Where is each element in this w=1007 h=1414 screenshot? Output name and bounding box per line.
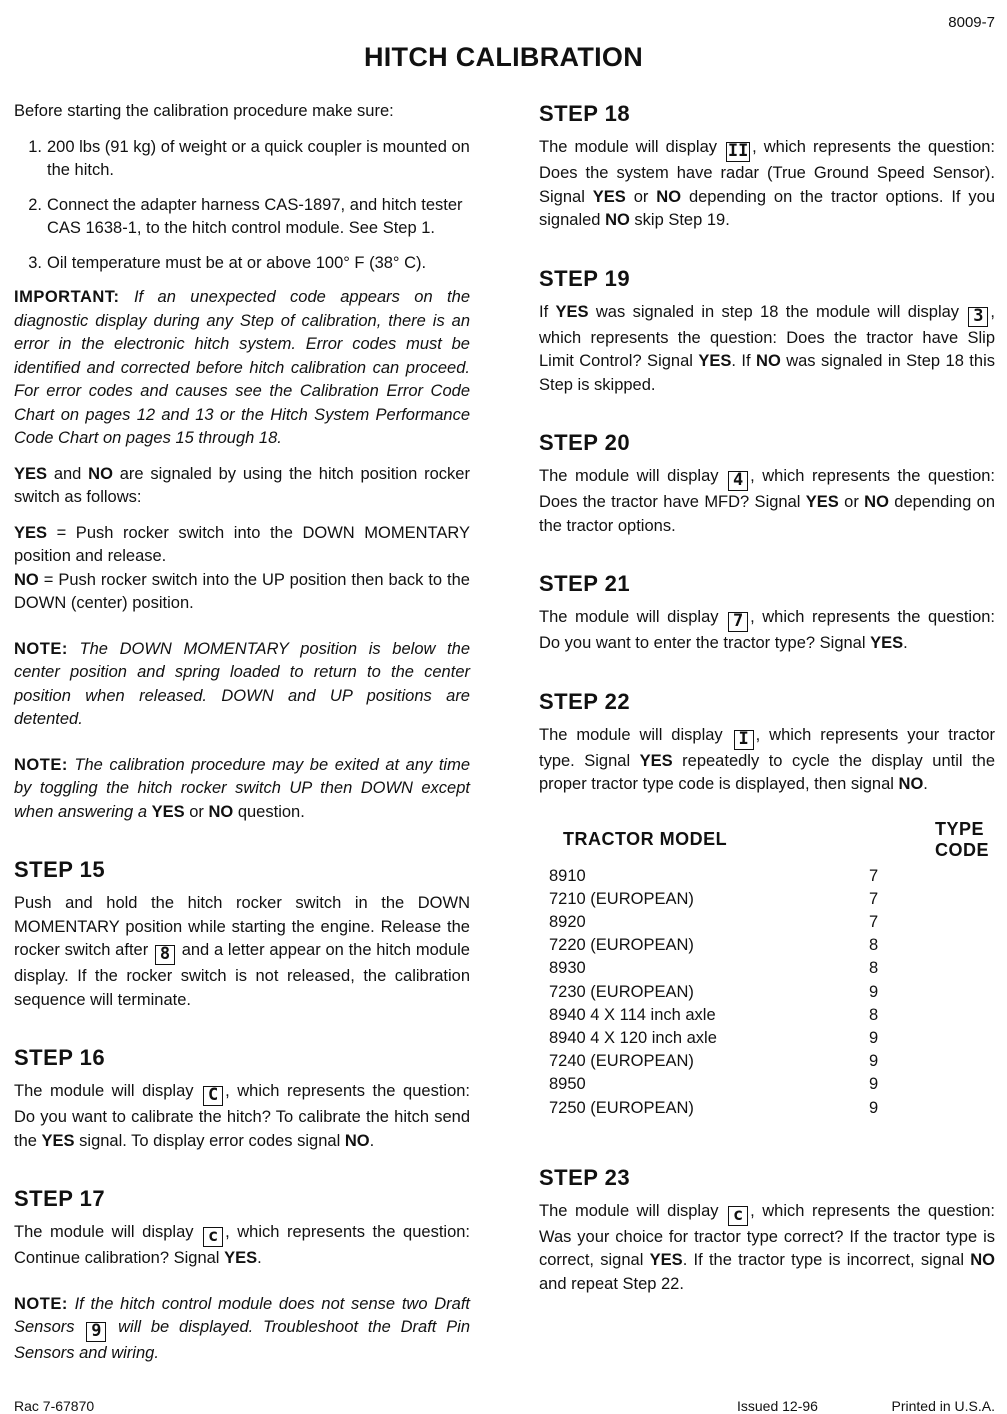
- column-header-type-code: TYPE CODE: [935, 818, 990, 860]
- step-16-heading: STEP 16: [14, 1045, 106, 1070]
- left-column: [14, 100, 470, 1366]
- table-row: [549, 934, 989, 957]
- step-16-text: The module will display C , which represents the question: Do you want to calibrate the hitch? To calibrate the hitch send the YES signal. To display error codes signal NO.: [14, 1082, 471, 1150]
- step-17-text: The module will display c , which represents the question: Continue calibration? Signal YES.: [14, 1223, 471, 1267]
- tractor-model-cell: 8930: [549, 959, 586, 978]
- type-code-cell: 9: [869, 982, 879, 1001]
- tractor-model-cell: 7230 (EUROPEAN): [549, 982, 694, 1001]
- type-code-cell: 9: [869, 1028, 879, 1047]
- footer-issue-date: Issued 12-96: [737, 1398, 818, 1414]
- table-row: [549, 1027, 989, 1050]
- step-21-heading: STEP 21: [539, 571, 631, 596]
- step-15-heading: STEP 15: [14, 857, 106, 882]
- important-note: IMPORTANT: If an unexpected code appears on the diagnostic display during any Step of calibration, there is an error in the electronic hitch system. Error codes must be identified and corrected before hitch calibration can proceed. For error codes and causes see the Calibration Error Code Chart on pages 12 and 13 or the Hitch System Performance Code Chart on pages 15 through 18.: [14, 288, 470, 447]
- list-item: 2. Connect the adapter harness CAS-1897, and hitch tester CAS 1638-1, to the hitch control module. See Step 1.: [28, 195, 463, 237]
- tractor-model-cell: 8910: [549, 866, 586, 885]
- type-code-cell: 8: [869, 936, 879, 955]
- table-row: [549, 981, 989, 1004]
- prerequisite-list: [14, 136, 470, 276]
- note-draft-sensors: NOTE: If the hitch control module does not sense two Draft Sensors 9 will be displayed. Troubleshoot the Draft Pin Sensors and wiring.: [14, 1294, 471, 1362]
- page-title: HITCH CALIBRATION: [363, 42, 644, 72]
- type-code-cell: 7: [869, 866, 879, 885]
- type-code-cell: 9: [869, 1098, 879, 1117]
- step-18-heading: STEP 18: [539, 101, 631, 126]
- step-19-heading: STEP 19: [539, 265, 631, 291]
- footer-printed: Printed in U.S.A.: [891, 1398, 995, 1414]
- type-code-cell: 7: [869, 912, 879, 931]
- step-22-heading: STEP 22: [539, 688, 631, 714]
- display-code-icon: 4: [728, 471, 748, 491]
- no-definition: NO = Push rocker switch into the UP position then back to the DOWN (center) position.: [14, 570, 470, 612]
- yes-no-intro: YES and NO are signaled by using the hitch position rocker switch as follows:: [14, 464, 470, 506]
- step-20-text: The module will display 4 , which represents the question: Does the tractor have MFD? Signal YES or NO depending on the tractor options.: [539, 467, 996, 535]
- display-code-icon: c: [728, 1206, 748, 1226]
- display-code-icon: II: [727, 141, 749, 161]
- type-code-cell: 8: [869, 1005, 879, 1024]
- display-code-icon: 9: [86, 1322, 106, 1342]
- display-code-icon: I: [734, 730, 754, 750]
- intro-text: Before starting the calibration procedure make sure:: [14, 102, 394, 120]
- table-row: [549, 1073, 989, 1096]
- table-row: [549, 1097, 989, 1120]
- tractor-model-cell: 7210 (EUROPEAN): [549, 889, 694, 908]
- table-row: [549, 888, 989, 911]
- footer-reference: Rac 7-67870: [14, 1398, 95, 1414]
- table-row: [549, 1004, 989, 1027]
- yes-definition: YES = Push rocker switch into the DOWN MOMENTARY position and release.: [14, 523, 470, 565]
- table-row: [549, 957, 989, 980]
- note-exit-procedure: NOTE: The calibration procedure may be exited at any time by toggling the hitch rocker switch UP then DOWN except when answering a YES or NO question.: [14, 755, 470, 821]
- tractor-model-cell: 7240 (EUROPEAN): [549, 1052, 694, 1071]
- tractor-model-cell: 8950: [549, 1075, 586, 1094]
- tractor-model-cell: 8940 4 X 120 inch axle: [549, 1028, 717, 1047]
- note-down-momentary: NOTE: The DOWN MOMENTARY position is below the center position and spring loaded to return to the center position when released. DOWN and UP positions are detented.: [14, 639, 470, 728]
- list-item: 3. Oil temperature must be at or above 100° F (38° C).: [28, 253, 427, 272]
- table-row: [549, 1050, 989, 1073]
- tractor-model-cell: 7250 (EUROPEAN): [549, 1098, 694, 1117]
- table-row: [549, 865, 989, 888]
- type-code-cell: 9: [869, 1075, 879, 1094]
- step-20-heading: STEP 20: [539, 430, 631, 455]
- list-item: 1. 200 lbs (91 kg) of weight or a quick coupler is mounted on the hitch.: [28, 137, 470, 179]
- display-code-icon: 3: [968, 307, 988, 327]
- tractor-model-cell: 7220 (EUROPEAN): [549, 936, 694, 955]
- step-23-heading: STEP 23: [539, 1164, 631, 1190]
- display-code-icon: C: [203, 1086, 223, 1106]
- document-number: 8009-7: [948, 14, 995, 31]
- display-code-icon: c: [203, 1227, 223, 1247]
- step-23-text: The module will display c , which represents the question: Was your choice for tractor type correct? If the tractor type is correct, signal YES. If the tractor type is incorrect, signal NO and repeat Step 22.: [539, 1201, 996, 1293]
- table-row: [549, 911, 989, 934]
- tractor-model-cell: 8920: [549, 912, 586, 931]
- table-header-row: [549, 819, 989, 865]
- tractor-model-cell: 8940 4 X 114 inch axle: [549, 1005, 716, 1024]
- display-code-icon: 8: [155, 945, 175, 965]
- step-18-text: The module will display II , which represents the question: Does the system have radar (True Ground Speed Sensor). Signal YES or NO depending on the tractor options. If you signaled NO skip Step 19.: [539, 138, 996, 229]
- step-22-text: The module will display I , which represents your tractor type. Signal YES repeatedly to cycle the display until the proper tractor type code is displayed, then signal NO.: [539, 725, 995, 793]
- type-code-cell: 7: [869, 889, 879, 908]
- type-code-cell: 9: [869, 1052, 879, 1071]
- right-column: [539, 100, 995, 1296]
- step-17-heading: STEP 17: [14, 1186, 106, 1211]
- step-15-text: Push and hold the hitch rocker switch in the DOWN MOMENTARY position while starting the engine. Release the rocker switch after 8 and a letter appear on the hitch module display. If the rocker switch is not released, the calibration sequence will terminate.: [14, 894, 470, 1009]
- column-header-tractor-model: TRACTOR MODEL: [563, 829, 728, 849]
- step-19-text: If YES was signaled in step 18 the module will display 3 , which represents the question: Does the tractor have Slip Limit Control? Signal YES. If NO was signaled in Step 18 this Step is skipped.: [539, 302, 995, 394]
- tractor-type-table: [549, 819, 989, 1120]
- display-code-icon: 7: [728, 612, 748, 632]
- type-code-cell: 8: [869, 959, 879, 978]
- step-21-text: The module will display 7 , which represents the question: Do you want to enter the tractor type? Signal YES.: [539, 608, 996, 652]
